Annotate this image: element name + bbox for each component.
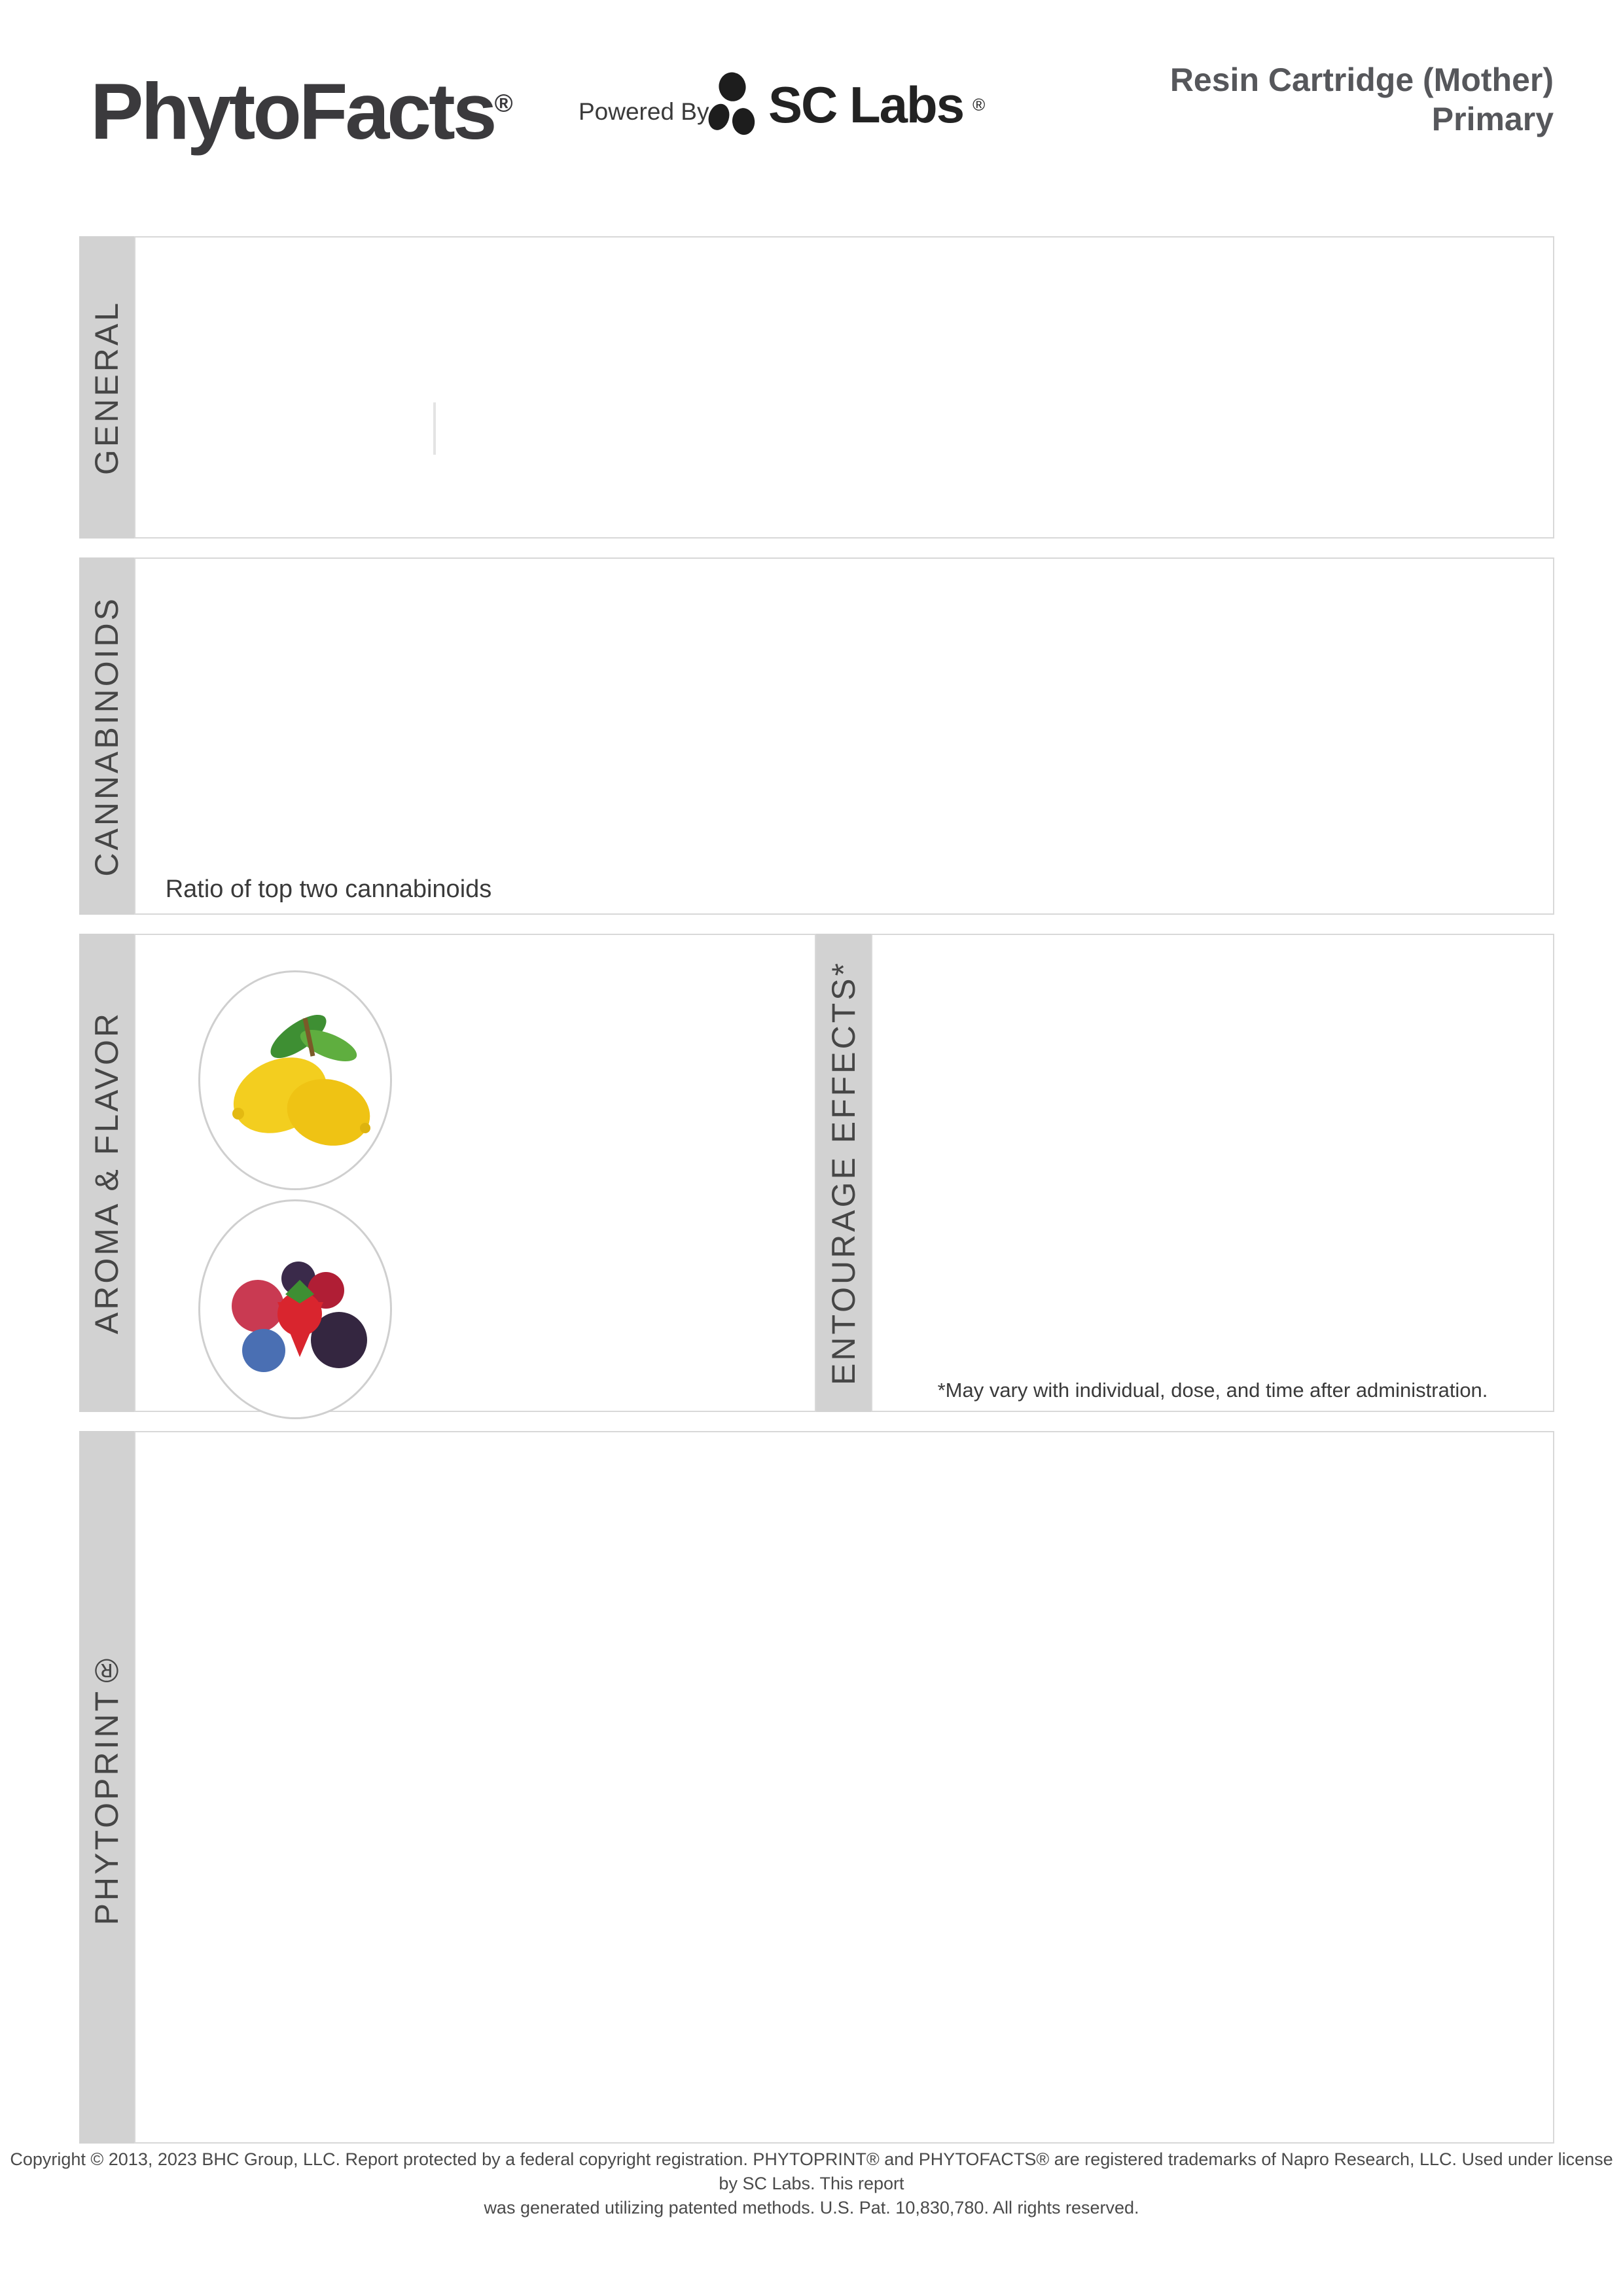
- section-label-entourage-effects: ENTOURAGE EFFECTS*: [816, 934, 871, 1412]
- footer-line-1: Copyright © 2013, 2023 BHC Group, LLC. Report protected by a federal copyright registration. PHYTOPRINT® and PHYTOFACTS® are registered trademarks of Napro Research, LLC. Used under license by SC Labs. This report: [10, 2149, 1613, 2193]
- powered-by-label: Powered By: [579, 98, 709, 125]
- qr-code: [995, 283, 1113, 401]
- sclabs-dots-icon: [705, 72, 759, 137]
- sclabs-registered-mark: ®: [972, 94, 986, 115]
- section-label-phytoprint: PHYTOPRINT®: [79, 1431, 134, 2144]
- entourage-footnote: *May vary with individual, dose, and time after administration.: [937, 1379, 1488, 1402]
- registered-mark: ®: [494, 90, 513, 118]
- entourage-effects-section: [871, 934, 1554, 1412]
- copyright-footer: [0, 2147, 1623, 2220]
- phytoprint-section: [134, 1431, 1554, 2144]
- scale-axis: [433, 453, 931, 487]
- sclabs-text: SC Labs: [768, 75, 964, 133]
- section-label-general: GENERAL: [79, 236, 134, 539]
- phytofacts-logo: [90, 65, 513, 157]
- aroma-flavor-radar-chart: [355, 948, 813, 1367]
- footer-line-2: was generated utilizing patented methods. U.S. Pat. 10,830,780. All rights reserved.: [484, 2198, 1139, 2217]
- donut-caption: Ratio of top two cannabinoids: [165, 875, 492, 903]
- aroma-flavor-section: [134, 934, 816, 1412]
- section-label-cannabinoids: CANNABINOIDS: [79, 557, 134, 915]
- cannabinoids-section: [134, 557, 1554, 915]
- sclabs-logo: [705, 72, 985, 137]
- product-name: Resin Cartridge (Mother): [1169, 62, 1554, 98]
- cannabinoid-ratio-donut: [185, 611, 473, 879]
- entourage-effects-chart: [872, 940, 1556, 1372]
- moisture-axis-line: [433, 402, 436, 455]
- product-photo: [1182, 635, 1477, 887]
- general-section: [134, 236, 1554, 539]
- brand-text: PhytoFacts: [90, 67, 495, 156]
- product-variant: Primary: [1431, 101, 1554, 137]
- section-label-aroma-flavor: AROMA & FLAVOR: [79, 934, 134, 1412]
- report-title: [1170, 60, 1554, 139]
